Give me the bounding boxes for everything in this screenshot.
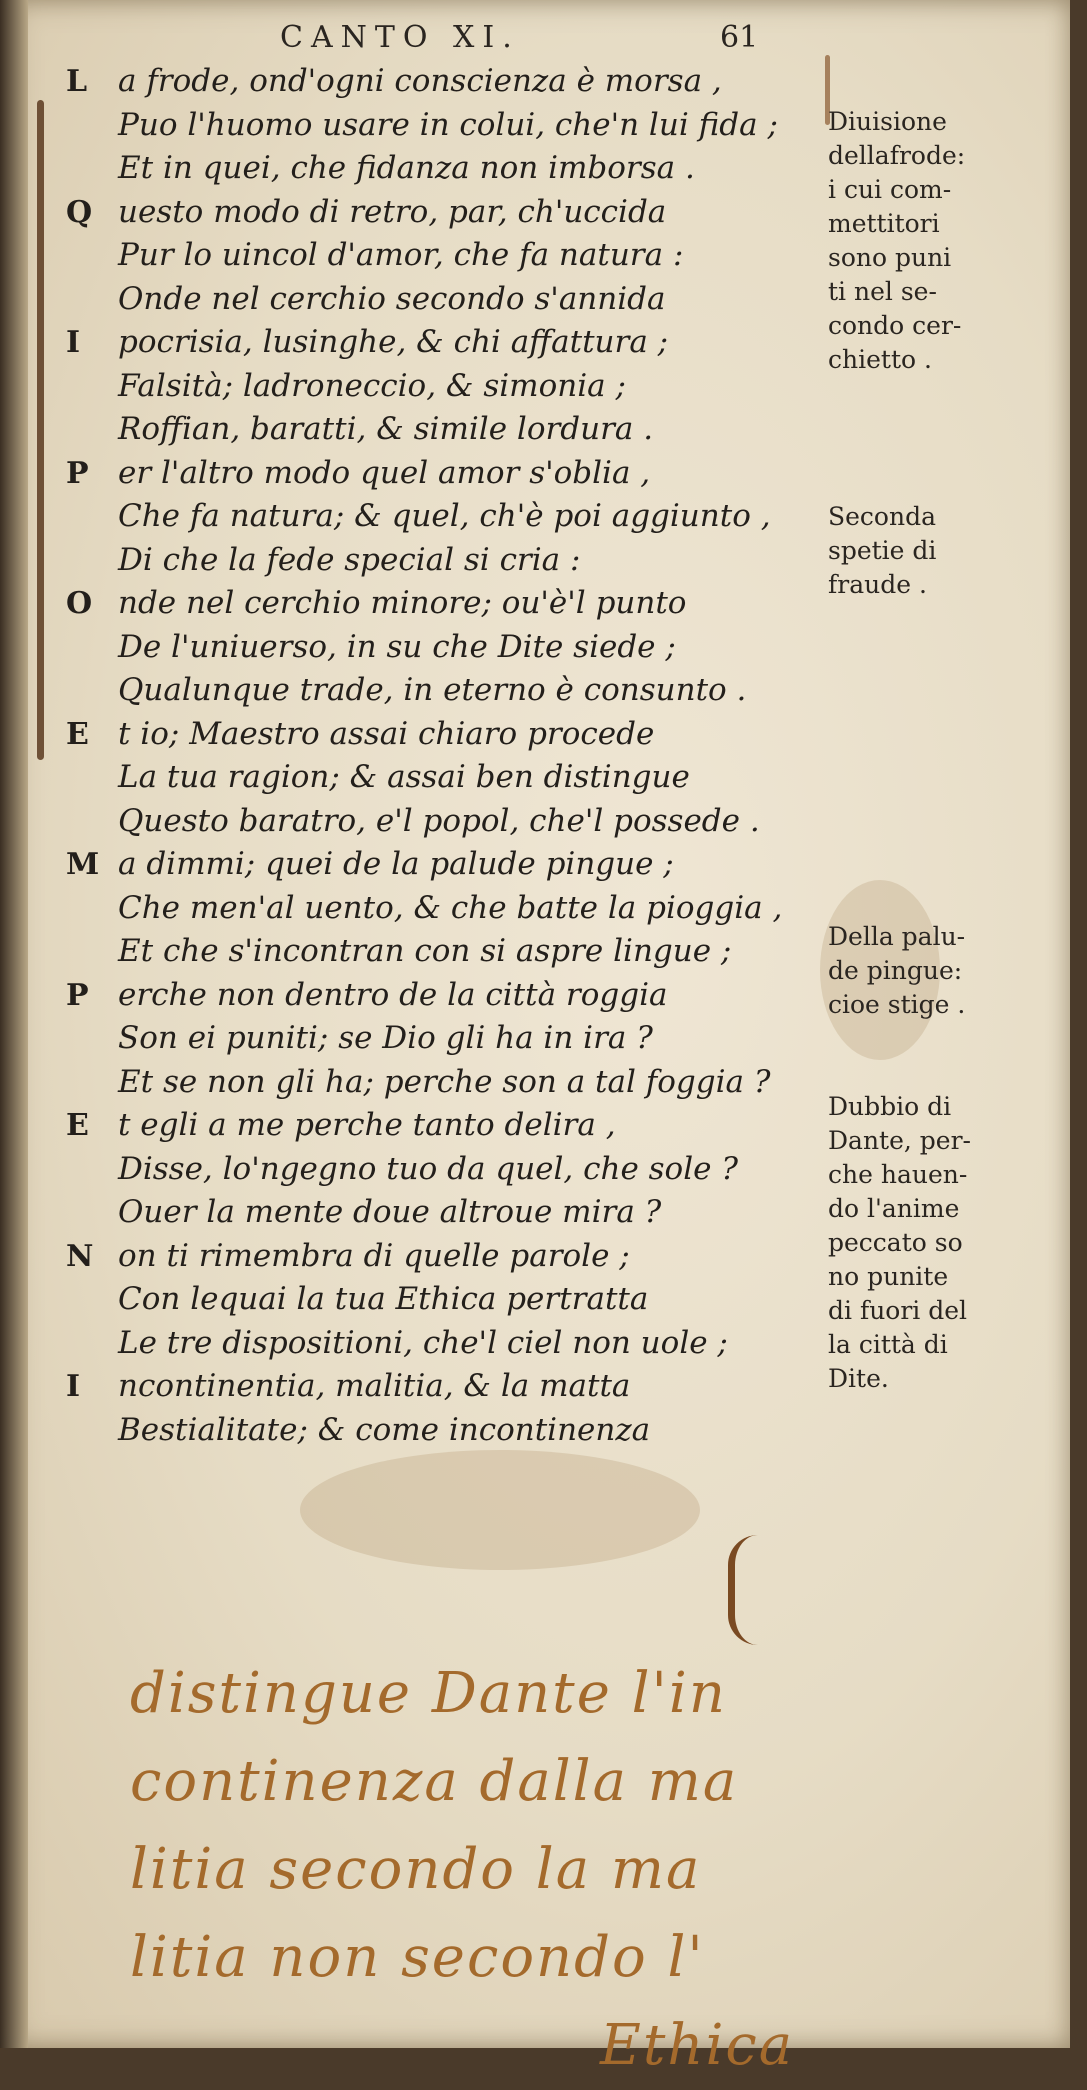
handwritten-line: litia non secondo l': [130, 1925, 705, 1990]
tercet: [66, 60, 826, 191]
verse-text: Con lequai la tua Ethica pertratta: [118, 1281, 649, 1317]
tercet: [66, 1104, 826, 1235]
verse-text: Et se non gli ha; perche son a tal foggia ?: [118, 1063, 771, 1100]
margin-note-line: peccato so: [828, 1228, 963, 1257]
margin-note-3: [828, 920, 1028, 1022]
canto-title: CANTO XI.: [280, 20, 520, 55]
margin-note-line: che hauen-: [828, 1160, 968, 1189]
verse-line: [66, 495, 826, 539]
verse-text: La tua ragion; & assai ben distingue: [118, 759, 690, 795]
verse-text: uesto modo di retro, par, ch'uccida: [118, 193, 667, 230]
margin-note-2: [828, 500, 1028, 602]
margin-note-line: dellafrode:: [828, 141, 966, 170]
verse-line: [66, 278, 826, 322]
handwritten-line: continenza dalla ma: [130, 1749, 739, 1814]
folio-number: 61: [720, 20, 759, 55]
margin-note-line: sono puni: [828, 243, 952, 272]
verse-line: [66, 1278, 826, 1322]
tercet: [66, 1365, 826, 1452]
verse-text: Son ei puniti; se Dio gli ha in ira ?: [118, 1020, 653, 1056]
verse-line: [66, 234, 826, 278]
margin-note-line: la città di: [828, 1330, 948, 1359]
verse-text: er l'altro modo quel amor s'oblia ,: [118, 454, 651, 491]
verse-initial: Q: [66, 194, 93, 230]
verse-text: t io; Maestro assai chiaro procede: [118, 715, 655, 752]
handwritten-annotation: [130, 1650, 1030, 2090]
verse-initial: O: [66, 586, 93, 621]
margin-note-1: [828, 105, 1028, 377]
margin-note-line: i cui com-: [828, 175, 952, 204]
verse-line: [66, 539, 826, 583]
verse-line: [66, 408, 826, 452]
tercet: [66, 582, 826, 713]
verse-text: Che men'al uento, & che batte la pioggia ,: [118, 889, 783, 926]
verse-text: Questo baratro, e'l popol, che'l possede .: [118, 802, 760, 839]
margin-note-line: di fuori del: [828, 1296, 968, 1325]
book-gutter: [0, 0, 28, 2048]
verse-initial: P: [66, 455, 89, 491]
verse-initial: L: [66, 64, 88, 99]
verse-text: a dimmi; quei de la palude pingue ;: [118, 846, 674, 882]
margin-note-line: ti nel se-: [828, 277, 937, 306]
tercet: [66, 452, 826, 583]
verse-text: erche non dentro de la città roggia: [118, 976, 668, 1013]
tercet: [66, 713, 826, 844]
margin-note-line: cioe stige .: [828, 990, 966, 1019]
margin-note-line: Dubbio di: [828, 1092, 952, 1121]
verse-line: [66, 1148, 826, 1192]
verse-line: [66, 582, 826, 626]
margin-note-line: condo cer-: [828, 311, 962, 340]
verse-line: [66, 365, 826, 409]
verse-initial: P: [66, 977, 89, 1013]
verse-text: Et che s'incontran con si aspre lingue ;: [118, 933, 732, 969]
verse-line: [66, 843, 826, 887]
verse-text: Puo l'huomo usare in colui, che'n lui fida ;: [118, 106, 778, 143]
verse-line: [66, 321, 826, 365]
verse-initial: N: [66, 1238, 94, 1274]
handwritten-line: distingue Dante l'in: [130, 1661, 727, 1726]
margin-note-line: Dante, per-: [828, 1126, 971, 1155]
verse-line: [66, 1104, 826, 1148]
verse-initial: I: [66, 325, 81, 360]
verse-line: [66, 669, 826, 713]
verse-text: Qualunque trade, in eterno è consunto .: [118, 672, 747, 708]
verse-line: [66, 930, 826, 974]
verse-line: [66, 191, 826, 235]
verse-initial: E: [66, 716, 89, 752]
verse-line: [66, 1409, 826, 1453]
margin-note-line: spetie di: [828, 536, 937, 565]
verse-line: [66, 147, 826, 191]
verse-text: pocrisia, lusinghe, & chi affattura ;: [118, 324, 669, 360]
margin-note-line: chietto .: [828, 345, 932, 374]
verse-text: Che fa natura; & quel, ch'è poi aggiunto ,: [118, 498, 771, 534]
tercet: [66, 843, 826, 974]
verse-text: nde nel cerchio minore; ou'è'l punto: [118, 585, 687, 621]
paper-stain: [300, 1450, 700, 1570]
verse-text: Onde nel cerchio secondo s'annida: [118, 280, 666, 317]
verse-line: [66, 626, 826, 670]
verse-line: [66, 1061, 826, 1105]
verse-line: [66, 452, 826, 496]
verse-line: [66, 104, 826, 148]
tercet: [66, 191, 826, 322]
verse-column: [66, 60, 826, 1452]
margin-note-line: de pingue:: [828, 956, 963, 985]
handwritten-line: Ethica: [600, 2013, 795, 2078]
verse-text: Le tre dispositioni, che'l ciel non uole ;: [118, 1324, 728, 1361]
verse-text: on ti rimembra di quelle parole ;: [118, 1237, 630, 1274]
verse-text: Di che la fede special si cria :: [118, 541, 581, 578]
verse-text: ncontinentia, malitia, & la matta: [118, 1368, 631, 1404]
margin-note-4: [828, 1090, 1028, 1396]
verse-text: Falsità; ladroneccio, & simonia ;: [118, 367, 626, 404]
verse-line: [66, 60, 826, 104]
margin-note-line: fraude .: [828, 570, 927, 599]
verse-line: [66, 756, 826, 800]
verse-text: Roffian, baratti, & simile lordura .: [118, 411, 654, 447]
marginal-ink-rule: [37, 100, 44, 760]
verse-line: [66, 887, 826, 931]
verse-text: Ouer la mente doue altroue mira ?: [118, 1194, 662, 1230]
verse-text: a frode, ond'ogni conscienza è morsa ,: [118, 63, 722, 99]
verse-initial: M: [66, 847, 100, 882]
margin-note-line: Diuisione: [828, 107, 947, 136]
verse-line: [66, 1191, 826, 1235]
verse-line: [66, 974, 826, 1018]
verse-line: [66, 800, 826, 844]
verse-line: [66, 1017, 826, 1061]
margin-note-line: Della palu-: [828, 922, 966, 951]
handwritten-line: litia secondo la ma: [130, 1837, 702, 1902]
verse-line: [66, 1365, 826, 1409]
margin-note-line: mettitori: [828, 209, 940, 238]
verse-initial: E: [66, 1108, 89, 1143]
verse-line: [66, 1322, 826, 1366]
verse-text: t egli a me perche tanto delira ,: [118, 1107, 616, 1143]
handwritten-brace: [728, 1535, 765, 1645]
page-header: [280, 20, 840, 60]
tercet: [66, 974, 826, 1105]
margin-note-line: Dite.: [828, 1364, 889, 1393]
tercet: [66, 321, 826, 452]
verse-text: De l'uniuerso, in su che Dite siede ;: [118, 628, 676, 665]
verse-text: Pur lo uincol d'amor, che fa natura :: [118, 237, 684, 273]
verse-line: [66, 1235, 826, 1279]
margin-note-line: no punite: [828, 1262, 949, 1291]
verse-initial: I: [66, 1369, 81, 1404]
verse-text: Disse, lo'ngegno tuo da quel, che sole ?: [118, 1150, 738, 1187]
verse-text: Et in quei, che fidanza non imborsa .: [118, 150, 695, 186]
verse-line: [66, 713, 826, 757]
margin-note-line: do l'anime: [828, 1194, 960, 1223]
margin-note-line: Seconda: [828, 502, 936, 531]
tercet: [66, 1235, 826, 1366]
verse-text: Bestialitate; & come incontinenza: [118, 1411, 651, 1448]
